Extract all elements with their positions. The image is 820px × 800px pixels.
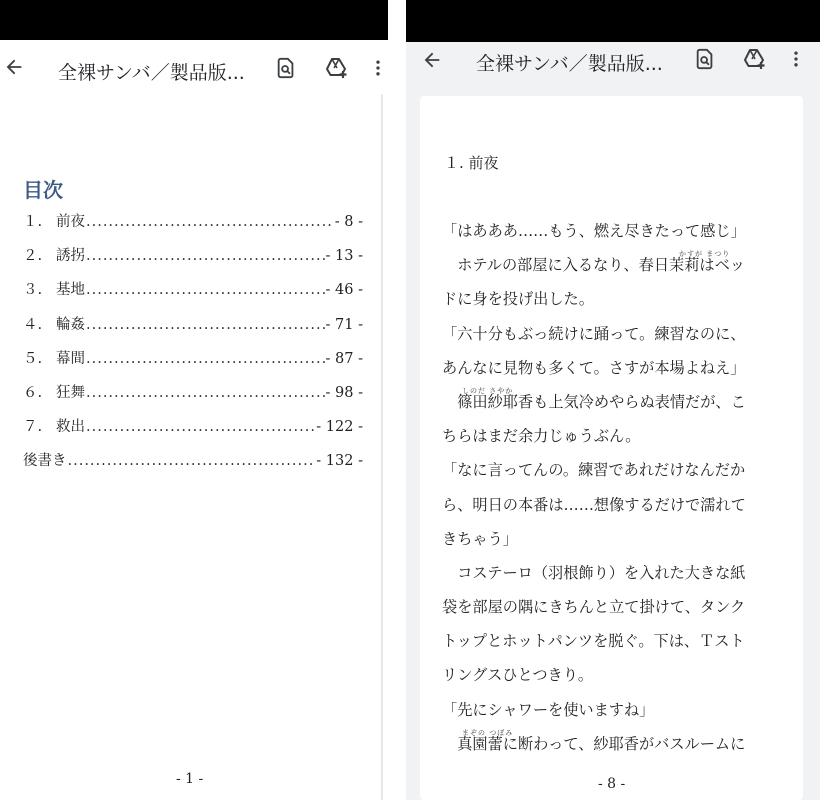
toc-dot-leader bbox=[68, 453, 316, 469]
text-line bbox=[442, 590, 787, 624]
status-bar bbox=[0, 0, 388, 40]
text-line bbox=[442, 385, 787, 419]
text-line bbox=[442, 453, 787, 487]
text-line bbox=[442, 214, 787, 248]
toc-entry-title: 幕間 bbox=[56, 350, 85, 367]
back-arrow-icon[interactable] bbox=[416, 44, 448, 76]
text-line bbox=[442, 693, 787, 727]
page-number: - 8 - bbox=[598, 776, 626, 792]
document-title: 全裸サンバ／製品版... bbox=[476, 53, 663, 75]
text-line-content: ら、明日の本番は……想像するだけで濡れて bbox=[442, 495, 746, 514]
toc-entry-page: - 132 - bbox=[316, 453, 363, 470]
toc-entry-number: １. bbox=[23, 214, 43, 230]
toc-entry-page: - 71 - bbox=[325, 316, 363, 333]
text-line-content: 篠田紗耶香も上気冷めやらぬ表情だが、こ bbox=[442, 392, 746, 411]
toc-dot-leader bbox=[86, 385, 325, 401]
toc-entry-page: - 8 - bbox=[334, 214, 363, 230]
ruby-annotation: まぞの つぼみ bbox=[462, 728, 514, 737]
ruby-annotation: かすが まつり bbox=[679, 250, 731, 259]
toc-entry-title: 前夜 bbox=[56, 214, 85, 230]
toc-entry-page: - 122 - bbox=[316, 419, 363, 436]
text-line-content: ちらはまだ余力じゅうぶん。 bbox=[442, 427, 641, 446]
chapter-title: １. 前夜 bbox=[444, 154, 499, 172]
text-line-content: 「はあああ……もう、燃え尽きたって感じ」 bbox=[442, 222, 746, 240]
document-page bbox=[0, 94, 383, 800]
toc-entry-page: - 13 - bbox=[325, 248, 363, 265]
text-line-content: トップとホットパンツを脱ぐ。下は、Ｔスト bbox=[442, 632, 745, 651]
toc-entry-number: ６. bbox=[23, 384, 43, 401]
ruby-annotation: しのだ さやか bbox=[462, 386, 514, 395]
toc-heading: 目次 bbox=[23, 178, 63, 202]
text-line-content: ホテルの部屋に入るなり、春日茉莉はベッ bbox=[442, 256, 745, 275]
text-line bbox=[442, 727, 787, 761]
toc-entry-title: 後書き bbox=[23, 453, 67, 470]
text-line-content: リングスひとつきり。 bbox=[442, 666, 594, 685]
document-page bbox=[420, 96, 803, 800]
toc-dot-leader bbox=[86, 317, 325, 333]
app-bar bbox=[0, 40, 388, 94]
text-line-content: きちゃう」 bbox=[442, 529, 518, 548]
text-line bbox=[442, 419, 787, 453]
doc-search-icon[interactable] bbox=[689, 43, 721, 75]
toc-entry-title: 狂舞 bbox=[56, 384, 85, 401]
toc-entry-number: ５. bbox=[23, 350, 43, 367]
text-line-content: 袋を部屋の隅にきちんと立て掛けて、タンク bbox=[442, 598, 746, 617]
toc-dot-leader bbox=[86, 214, 334, 230]
toc-entry[interactable] bbox=[23, 381, 363, 415]
toc-dot-leader bbox=[86, 248, 325, 264]
text-line bbox=[442, 351, 787, 385]
toc-entry[interactable] bbox=[23, 278, 363, 312]
toc-entry-title: 救出 bbox=[56, 419, 85, 436]
toc-entry-number: ３. bbox=[23, 282, 43, 299]
text-line-content: 「先にシャワーを使いますね」 bbox=[442, 700, 655, 719]
toc-entry[interactable] bbox=[23, 449, 363, 483]
text-line bbox=[442, 488, 787, 522]
toc-entry-title: 輪姦 bbox=[56, 316, 85, 333]
text-line-content: 「なに言ってんの。練習であれだけなんだか bbox=[442, 461, 746, 480]
document-title: 全裸サンバ／製品版... bbox=[58, 62, 245, 84]
text-line-content: ドに身を投げ出した。 bbox=[442, 290, 594, 309]
toc-entry-title: 基地 bbox=[56, 282, 85, 299]
toc-entry[interactable] bbox=[23, 313, 363, 347]
text-line bbox=[442, 624, 787, 658]
app-bar bbox=[406, 42, 820, 96]
toc-entry-page: - 87 - bbox=[325, 350, 363, 367]
table-of-contents bbox=[23, 210, 363, 484]
left-screen bbox=[0, 0, 388, 800]
toc-entry-number: ７. bbox=[23, 419, 43, 436]
toc-dot-leader bbox=[86, 419, 315, 435]
body-text bbox=[442, 214, 787, 761]
toc-dot-leader bbox=[86, 282, 325, 298]
drive-add-icon[interactable] bbox=[320, 52, 352, 84]
text-line bbox=[442, 522, 787, 556]
toc-entry[interactable] bbox=[23, 347, 363, 381]
toc-entry-number: ２. bbox=[23, 248, 43, 265]
more-vert-icon[interactable] bbox=[362, 52, 388, 84]
text-line bbox=[442, 658, 787, 692]
text-line-content: 「六十分もぶっ続けに踊って。練習なのに、 bbox=[442, 324, 746, 343]
doc-search-icon[interactable] bbox=[270, 52, 302, 84]
page-number: - 1 - bbox=[176, 771, 204, 787]
text-line bbox=[442, 317, 787, 351]
toc-entry-title: 誘拐 bbox=[56, 248, 85, 265]
more-vert-icon[interactable] bbox=[780, 43, 812, 75]
toc-dot-leader bbox=[86, 351, 325, 367]
status-bar bbox=[406, 0, 820, 42]
text-line bbox=[442, 248, 787, 282]
text-line-content: 真園蕾に断わって、紗耶香がバスルームに bbox=[442, 734, 746, 753]
text-line-content: コステーロ（羽根飾り）を入れた大きな紙 bbox=[442, 563, 746, 582]
toc-entry-page: - 46 - bbox=[325, 282, 363, 299]
text-line bbox=[442, 282, 787, 316]
right-screen bbox=[406, 0, 820, 800]
toc-entry[interactable] bbox=[23, 415, 363, 449]
text-line bbox=[442, 556, 787, 590]
text-line-content: あんなに見物も多くて。さすが本場よねえ」 bbox=[442, 358, 746, 377]
toc-entry-number: ４. bbox=[23, 316, 43, 333]
back-arrow-icon[interactable] bbox=[0, 51, 30, 83]
toc-entry[interactable] bbox=[23, 210, 363, 244]
drive-add-icon[interactable] bbox=[738, 43, 770, 75]
toc-entry-page: - 98 - bbox=[325, 384, 363, 401]
toc-entry[interactable] bbox=[23, 244, 363, 278]
